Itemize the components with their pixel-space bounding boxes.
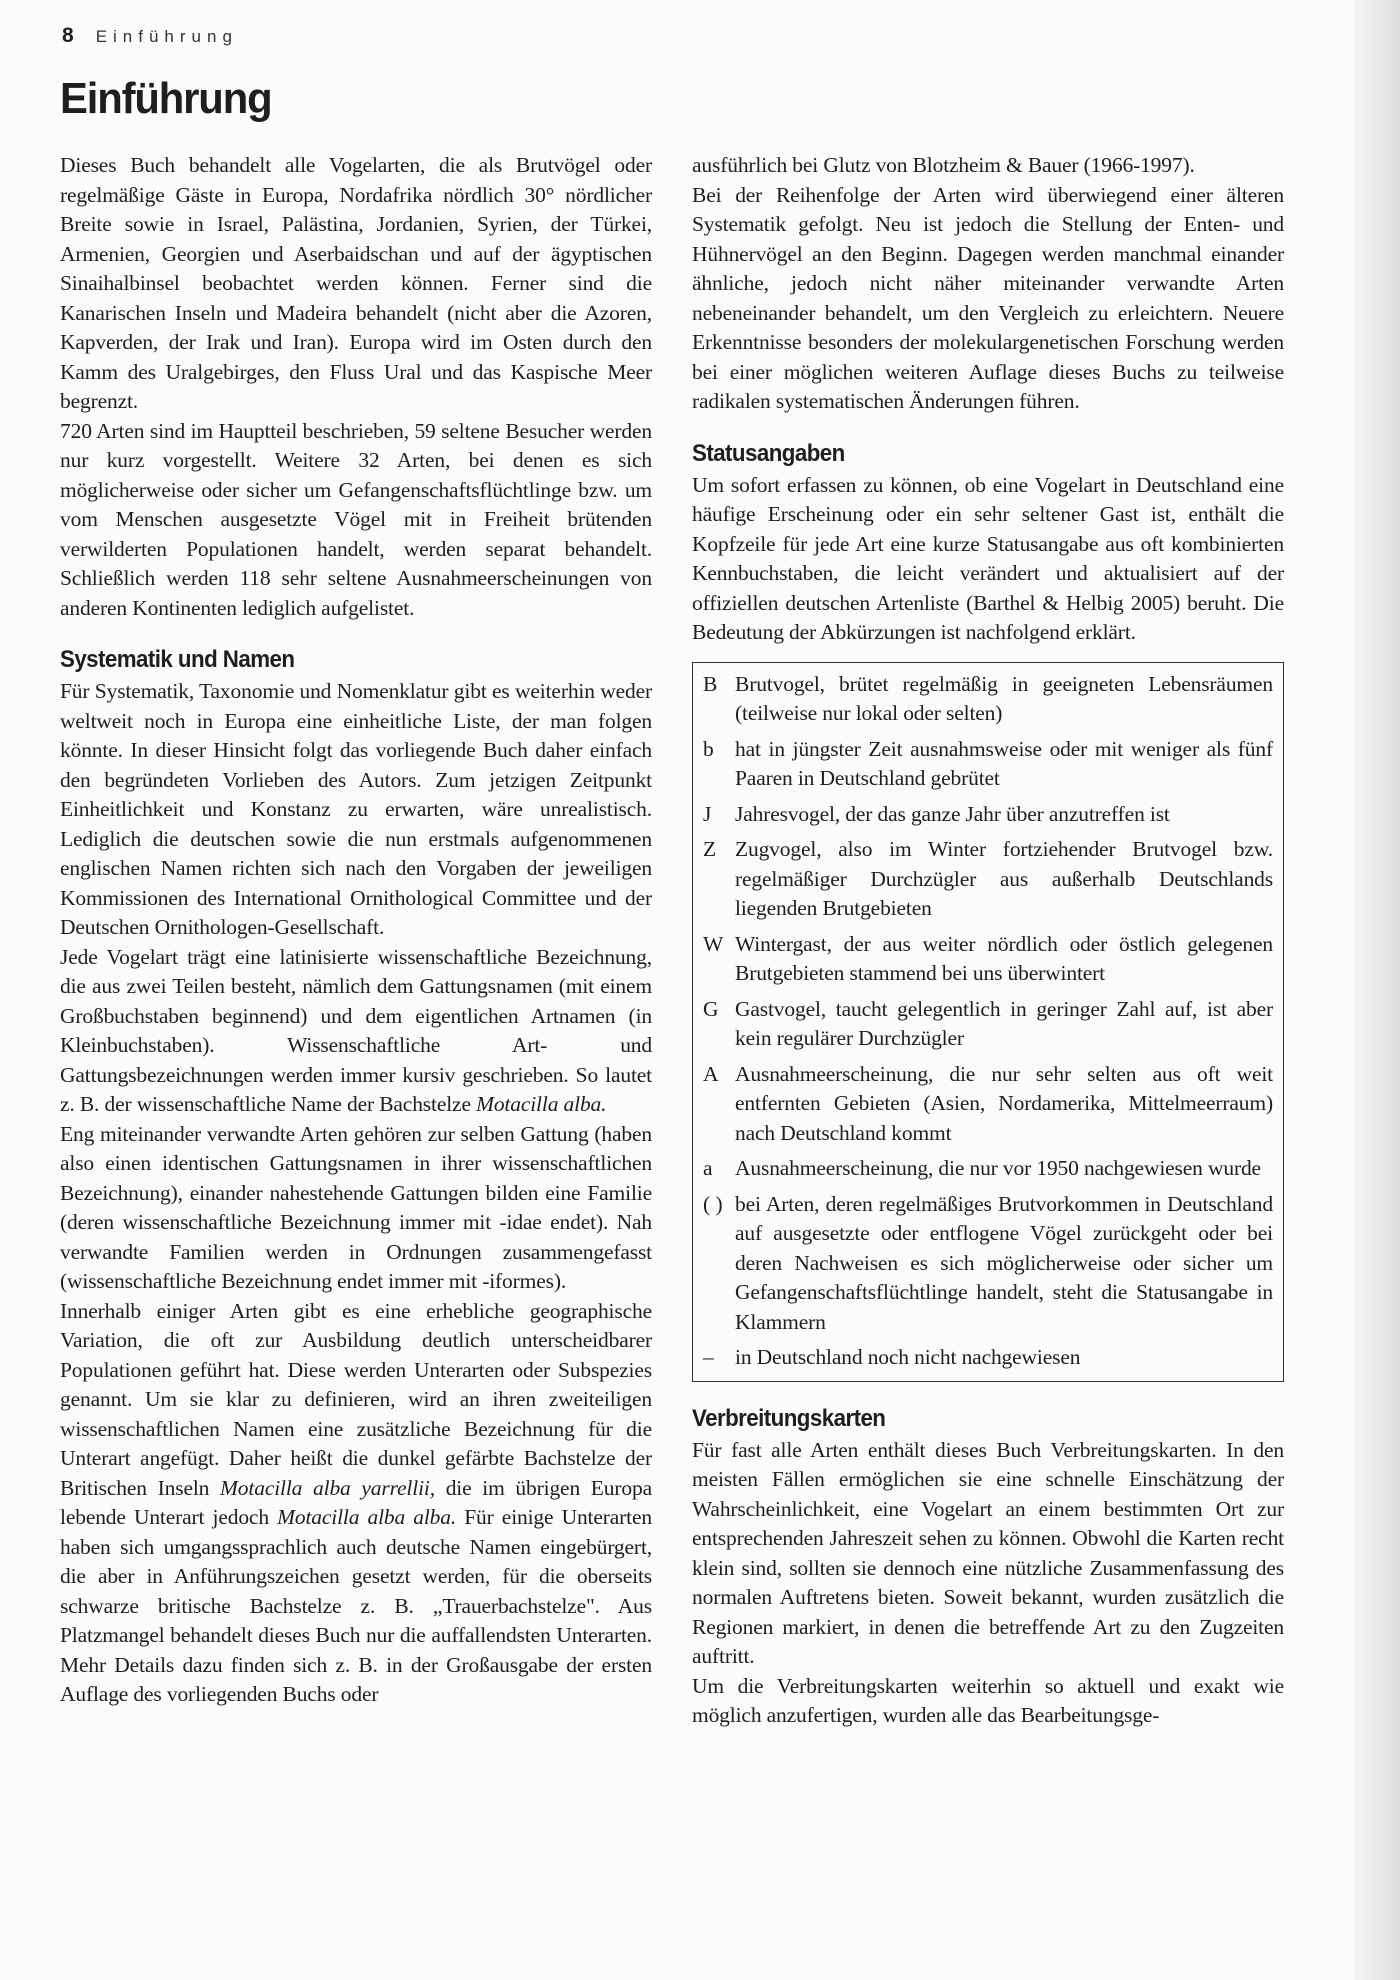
status-code: Z: [703, 837, 717, 861]
status-description: in Deutschland noch nicht nachgewiesen: [735, 1345, 1081, 1369]
status-row: [703, 1060, 1273, 1149]
systematik-paragraph-1: Für Systematik, Taxonomie und Nomenklatur gibt es weiterhin weder weltweit noch in Europa eine einheitliche Liste, der man folgen könnte. In dieser Hinsicht folgt das vorliegende Buch daher einfach den begründeten Vorlieben des Autors. Zum jetzigen Zeitpunkt Einheitlichkeit und Konstanz zu erwarten, wäre unrealistisch. Lediglich die deutschen sowie die nun erstmals aufgenommenen englischen Namen richten sich nach den Vorgaben der jeweiligen Kommissionen des International Ornithological Committee und der Deutschen Ornithologen-Gesellschaft.: [60, 679, 652, 939]
running-title: Einführung: [95, 27, 238, 46]
intro-paragraph-1: Dieses Buch behandelt alle Vogelarten, die als Brutvögel oder regelmäßige Gäste in Europa, Nordafrika nördlich 30° nördlicher Breite sowie in Israel, Palästina, Jordanien, Syrien, der Türkei, Armenien, Georgien und Aserbaidschan und auf der ägyptischen Sinaihalbinsel beobachtet werden können. Ferner sind die Kanarischen Inseln und Madeira behandelt (nicht aber die Azoren, Kapverden, der Irak und Iran). Europa wird im Osten durch den Kamm des Uralgebirges, den Fluss Ural und das Kaspische Meer begrenzt.: [60, 153, 652, 413]
running-head: [62, 24, 238, 54]
status-code: ( ): [703, 1191, 723, 1216]
status-code: –: [703, 1345, 714, 1369]
section-heading-systematik: Systematik und Namen: [60, 646, 295, 673]
p4-italic-name-2: Motacilla alba alba.: [277, 1505, 457, 1529]
status-description: Gastvogel, taucht gelegentlich in geringer Zahl auf, ist aber kein regulärer Durchzügler: [735, 996, 1273, 1050]
page-edge-shadow: [1354, 0, 1400, 1980]
systematik-paragraph-2: [60, 943, 652, 1120]
status-description: hat in jüngster Zeit ausnahmsweise oder mit weniger als fünf Paaren in Deutschland gebrütet: [735, 736, 1273, 790]
continuation-paragraph: ausführlich bei Glutz von Blotzheim & Bauer (1966-1997).: [692, 153, 1195, 177]
status-row: [703, 930, 1273, 989]
systematik-paragraph-3: Eng miteinander verwandte Arten gehören zur selben Gattung (haben also einen identischen Gattungsnamen in ihrer wissenschaftlichen Bezeichnung), einander nahestehende Gattungen bilden eine Familie (deren wissenschaftliche Bezeichnung immer mit -idae endet). Nah verwandte Familien werden in Ordnungen zusammengefasst (wissenschaftliche Bezeichnung endet immer mit -iformes).: [60, 1121, 652, 1293]
status-row: [703, 735, 1273, 794]
p4-text-a: Innerhalb einiger Arten gibt es eine erhebliche geographische Variation, die oft zur Ausbildung deutlich unterscheidbarer Populationen geführt hat. Diese werden Unterarten oder Subspezies genannt. Um sie klar zu definieren, wird an ihren zweiteiligen wissenschaftlichen Namen eine zusätzliche Bezeichnung für die Unterart angefügt. Daher heißt die dunkel gefärbte Bachstelze der Britischen Inseln: [60, 1298, 652, 1500]
status-code: A: [703, 1061, 719, 1086]
status-description: Brutvogel, brütet regelmäßig in geeigneten Lebensräumen (teilweise nur lokal oder selten): [735, 671, 1273, 725]
status-code: a: [703, 1156, 713, 1180]
page-title: Einführung: [60, 74, 272, 123]
left-column: [60, 151, 652, 1710]
status-code: W: [703, 931, 724, 956]
status-row: [703, 1190, 1273, 1338]
status-paragraph: Um sofort erfassen zu können, ob eine Vogelart in Deutschland eine häufige Erscheinung oder ein sehr seltener Gast ist, enthält die Kopfzeile für jede Art eine kurze Statusangabe aus oft kombinierten Kennbuchstaben, die leicht verändert und aktualisiert auf der offiziellen deutschen Artenliste (Barthel & Helbig 2005) beruht. Die Bedeutung der Abkürzungen ist nachfolgend erklärt.: [692, 472, 1284, 644]
status-description: bei Arten, deren regelmäßiges Brutvorkommen in Deutschland auf ausgesetzte oder entflogene Vögel zurückgeht oder bei deren Nachweisen es sich möglicherweise oder sicher um Gefangenschaftsflüchtlinge handelt, steht die Statusangabe in Klammern: [735, 1191, 1273, 1334]
status-row: [703, 995, 1273, 1054]
status-code: G: [703, 996, 719, 1021]
p2-text: Jede Vogelart trägt eine latinisierte wissenschaftliche Bezeichnung, die aus zwei Teilen besteht, nämlich dem Gattungsnamen (mit einem Großbuchstaben beginnend) und dem eigentlichen Artnamen (in Kleinbuchstaben). Wissenschaftliche Art- und Gattungsbezeichnungen werden immer kursiv geschrieben. So lautet z. B. der wissenschaftliche Name der Bachstelze: [60, 944, 652, 1116]
p4-text-b: die im übrigen Europa lebende Unterart jedoch: [60, 1475, 652, 1529]
section-heading-verbreitungskarten: Verbreitungskarten: [692, 1404, 886, 1432]
status-description: Jahresvogel, der das ganze Jahr über anzutreffen ist: [735, 801, 1170, 826]
maps-paragraph-2: Um die Verbreitungskarten weiterhin so aktuell und exakt wie möglich anzufertigen, wurden alle das Bearbeitungsge-: [692, 1673, 1284, 1727]
maps-paragraph-1: Für fast alle Arten enthält dieses Buch Verbreitungskarten. In den meisten Fällen ermöglichen sie eine schnelle Einschätzung der Wahrscheinlichkeit, eine Vogelart an einem bestimmten Ort zur entsprechenden Jahreszeit sehen zu können. Obwohl die Karten recht klein sind, sollten sie dennoch eine nützliche Zusammenfassung des normalen Auftretens bieten. Soweit bekannt, wurden zusätzlich die Regionen markiert, in denen die betreffende Art zu den Zugzeiten auftritt.: [692, 1437, 1284, 1668]
p2-italic-name: Motacilla alba.: [476, 1092, 607, 1116]
status-row: [703, 1343, 1273, 1373]
intro-paragraph-2: 720 Arten sind im Hauptteil beschrieben, 59 seltene Besucher werden nur kurz vorgestellt. Weitere 32 Arten, bei denen es sich möglicherweise oder sicher um Gefangenschaftsflüchtlinge bzw. um vom Menschen ausgesetzte Vögel mit in Freiheit brütenden verwilderten Populationen handelt, werden separat behandelt. Schließlich werden 118 sehr seltene Ausnahmeerscheinungen von anderen Kontinenten lediglich aufgelistet.: [60, 418, 652, 620]
status-code: B: [703, 671, 718, 696]
order-paragraph: Bei der Reihenfolge der Arten wird überwiegend einer älteren Systematik gefolgt. Neu ist jedoch die Stellung der Enten- und Hühnervögel an den Beginn. Dagegen werden manchmal einander ähnliche, jedoch nicht näher miteinander verwandte Arten nebeneinander behandelt, um den Vergleich zu erleichtern. Neuere Erkenntnisse besonders der molekulargenetischen Forschung werden bei einer möglichen weiteren Auflage dieses Buchs zu teilweise radikalen systematischen Änderungen führen.: [692, 182, 1284, 413]
status-row: [703, 835, 1273, 924]
page-number: 8: [62, 24, 74, 47]
section-heading-status: Statusangaben: [692, 439, 845, 467]
right-column: [692, 151, 1284, 1731]
status-code-table: [692, 662, 1284, 1382]
p4-text-c: Für einige Unterarten haben sich umgangssprachlich auch deutsche Namen eingebürgert, die aber in Anführungszeichen gesetzt werden, für die oberseits schwarze britische Bachstelze z. B. „Trauerbachstelze". Aus Platzmangel behandelt dieses Buch nur die auffallendsten Unterarten. Mehr Details dazu finden sich z. B. in der Großausgabe der ersten Auflage des vorliegenden Buchs oder: [60, 1505, 652, 1706]
p4-italic-name-1: Motacilla alba yarrellii,: [220, 1475, 435, 1500]
status-description: Ausnahmeerscheinung, die nur vor 1950 nachgewiesen wurde: [735, 1156, 1261, 1180]
status-row: [703, 800, 1273, 830]
status-description: Zugvogel, also im Winter fortziehender Brutvogel bzw. regelmäßiger Durchzügler aus außerhalb Deutschlands liegenden Brutgebieten: [735, 837, 1273, 920]
status-description: Ausnahmeerscheinung, die nur sehr selten aus oft weit entfernten Gebieten (Asien, Nordamerika, Mittelmeerraum) nach Deutschland kommt: [735, 1061, 1273, 1145]
status-description: Wintergast, der aus weiter nördlich oder östlich gelegenen Brutgebieten stammend bei uns überwintert: [735, 931, 1273, 985]
systematik-paragraph-4: [60, 1297, 652, 1710]
status-code: J: [703, 801, 712, 826]
status-row: [703, 1154, 1273, 1184]
status-code: b: [703, 736, 714, 761]
status-row: [703, 670, 1273, 729]
